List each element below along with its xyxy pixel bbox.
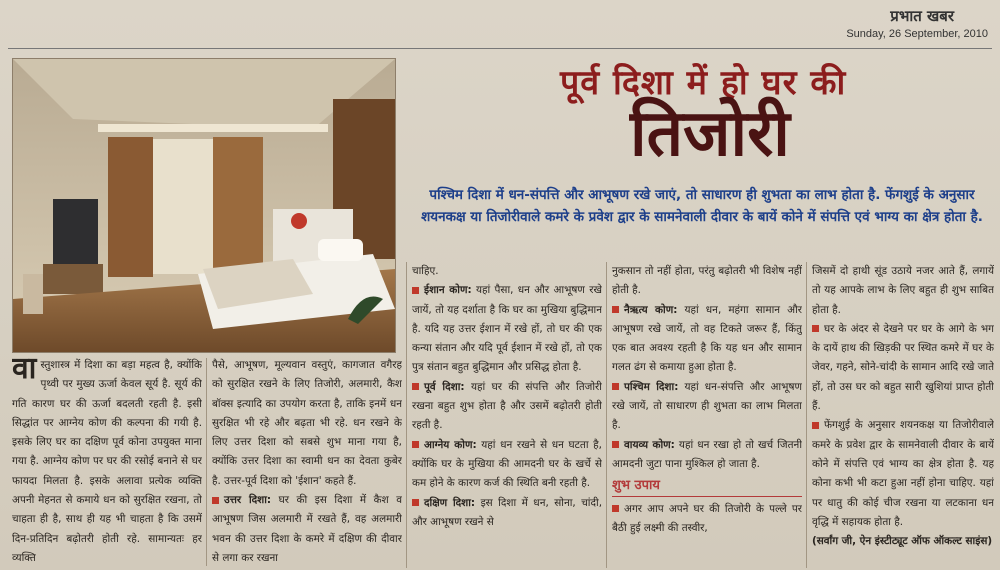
bullet-square-icon (612, 441, 619, 448)
headline-line-2: तिजोरी (630, 96, 790, 171)
bullet-square-icon (412, 383, 419, 390)
issue-date: Sunday, 26 September, 2010 (846, 28, 988, 40)
bullet-square-icon (412, 499, 419, 506)
section-label: आग्नेय कोण: (424, 438, 477, 451)
masthead: प्रभात खबर (890, 7, 954, 25)
section-label: पश्चिम दिशा: (624, 380, 679, 393)
column-text: पैसे, आभूषण, मूल्यवान वस्तुएं, कागजात वगैरह को सुरक्षित रखने के लिए तिजोरी, अलमारी, कैश बॉक्स इत्यादि का उपयोग करता है, ताकि इनमें धन सुरक्षित भी रहे और बढ़ता भी रहे. धन रखने के लिए उत्तर दिशा को सबसे शुभ माना गया है, क्योंकि उत्तर दिशा का स्वामी धन का देवता कुबेर है. उत्तर-पूर्व दिशा को 'ईशान' कहते हैं. (212, 359, 402, 487)
bullet-square-icon (212, 497, 219, 504)
column-divider (606, 262, 607, 568)
column-text: फेंगशुई के अनुसार शयनकक्ष या तिजोरीवाले कमरे के प्रवेश द्वार के सामनेवाली दीवार के बायें कोने में संपत्ति एवं भाग्य का क्षेत्र होता है. यह कोना कभी भी कटा हुआ नहीं होना चाहिए. यहां पर धातु की कोई चीज रखना या लटकाना धन वृद्धि में सहायक होता है. (812, 419, 994, 528)
bullet-square-icon (612, 505, 619, 512)
section-label: वायव्य कोण: (624, 438, 675, 451)
article-column-4 (612, 262, 802, 568)
drop-cap: वा (12, 356, 37, 386)
column-divider (806, 262, 807, 568)
column-text: घर की इस दिशा में कैश व आभूषण जिस अलमारी में रखते हैं, वह अलमारी भवन की उत्तर दिशा के कमरे में दक्षिण की दीवार से लगा कर रखना (212, 494, 402, 564)
column-text: यहां धन, महंगा सामान और आभूषण रखे जायें, तो वह टिकते जरूर हैं, किंतु एक बात अवश्य रहती है कि यह धन और सामान गलत ढंग से कमाया हुआ होता है. (612, 303, 802, 374)
column-text: घर के अंदर से देखने पर घर के आगे के भग के दायें हाथ की खिड़की पर स्थित कमरे में घर के जेवर, गहने, सोने-चांदी के सामान आदि रखे जाते हों, तो उस घर को बहुत सारी खुशियां प्राप्त होती हैं. (812, 322, 994, 413)
column-text: जिसमें दो हाथी सूंड उठाये नजर आते हैं, लगायें तो यह आपके लाभ के लिए बहुत ही शुभ साबित होता है. (812, 265, 994, 316)
article-column-5 (812, 262, 994, 568)
section-label: नैऋत्य कोण: (624, 303, 678, 316)
top-rule (8, 48, 992, 49)
article-column-2 (212, 356, 402, 568)
column-text: स्तुशास्त्र में दिशा का बड़ा महत्व है, क्योंकि पृथ्वी पर मुख्य ऊर्जा केवल सूर्य है. सूर्य की गति कारण घर की ऊर्जा बदलती रहती है. इसी सिद्धांत पर आग्नेय कोण की कल्पना की गयी है. इसके लिए घर का दक्षिण पूर्व कोना उपयुक्त माना गया है. आग्नेय कोण पर घर की रसोई बनाने से घर फायदा मिलता है. इसके अलावा प्रत्येक व्यक्ति अपनी मेहनत से कमाये धन को सुरक्षित रखना, तो चाहता ही है, साथ ही यह भी चाहता है कि उसमें दिन-प्रतिदिन बढ़ोतरी होती रहे. सामान्यतः हर व्यक्ति (12, 359, 202, 564)
column-text: यहां पैसा, धन और आभूषण रखे जायें, तो यह दर्शाता है कि घर का मुखिया बुद्धिमान है. यदि यह उत्तर ईशान में रखे हों, तो घर की एक कन्या संतान और यदि पूर्व ईशान में रखे हों, तो एक पुत्र संतान बहुत बुद्धिमान और प्रसिद्ध होता है. (412, 284, 602, 374)
bedroom-photo (12, 58, 396, 353)
article-column-1 (12, 356, 202, 568)
column-text: इस दिशा में धन, सोना, चांदी, और आभूषण रखने से (412, 496, 602, 528)
column-text: यहां धन-संपत्ति और आभूषण रखे जायें, तो साधारण ही शुभता का लाभ मिलता है. (612, 380, 802, 432)
column-text: यहां धन रखने से धन घटता है, क्योंकि घर के मुखिया की आमदनी घर के खर्चे से कम होने के कारण कर्ज की स्थिति बनी रहती है. (412, 438, 602, 490)
bullet-square-icon (412, 441, 419, 448)
column-divider (206, 358, 207, 566)
subheading: शुभ उपाय (612, 476, 802, 496)
column-text: नुकसान तो नहीं होता, परंतु बढ़ोतरी भी विशेष नहीं होती है. (612, 265, 802, 297)
column-text: चाहिए. (412, 265, 439, 277)
column-text: अगर आप अपने घर की तिजोरी के पल्ले पर बैठी हुई लक्ष्मी की तस्वीर, (612, 502, 802, 534)
bullet-square-icon (812, 422, 819, 429)
bullet-square-icon (412, 287, 419, 294)
section-label: उत्तर दिशा: (224, 494, 272, 507)
section-label: दक्षिण दिशा: (424, 496, 476, 509)
section-label: ईशान कोण: (424, 284, 472, 297)
column-text: यहां घर की संपत्ति और तिजोरी रखना बहुत शुभ होता है और उसमें बढ़ोतरी होती रहती है. (412, 380, 602, 432)
bullet-square-icon (612, 383, 619, 390)
section-label: पूर्व दिशा: (424, 380, 465, 393)
bullet-square-icon (812, 325, 819, 332)
headline-line-1: पूर्व दिशा में हो घर की (560, 63, 847, 103)
intro-blurb: पश्चिम दिशा में धन-संपत्ति और आभूषण रखे जाएं, तो साधारण ही शुभता का लाभ होता है. फेंगशुई के अनुसार शयनकक्ष या तिजोरीवाले कमरे के प्रवेश द्वार के सामनेवाली दीवार के बायें कोने में संपत्ति एवं भाग्य का क्षेत्र होता है. (421, 187, 983, 225)
bullet-square-icon (612, 306, 619, 313)
author-credit: (सर्वांग जी, ऐन इंस्टीट्यूट ऑफ ऑकल्ट साइंस) (812, 535, 993, 548)
column-divider (406, 262, 407, 568)
article-column-3 (412, 262, 602, 568)
column-text: यहां धन रखा हो तो खर्च जितनी आमदनी जुटा पाना मुश्किल हो जाता है. (612, 438, 802, 470)
